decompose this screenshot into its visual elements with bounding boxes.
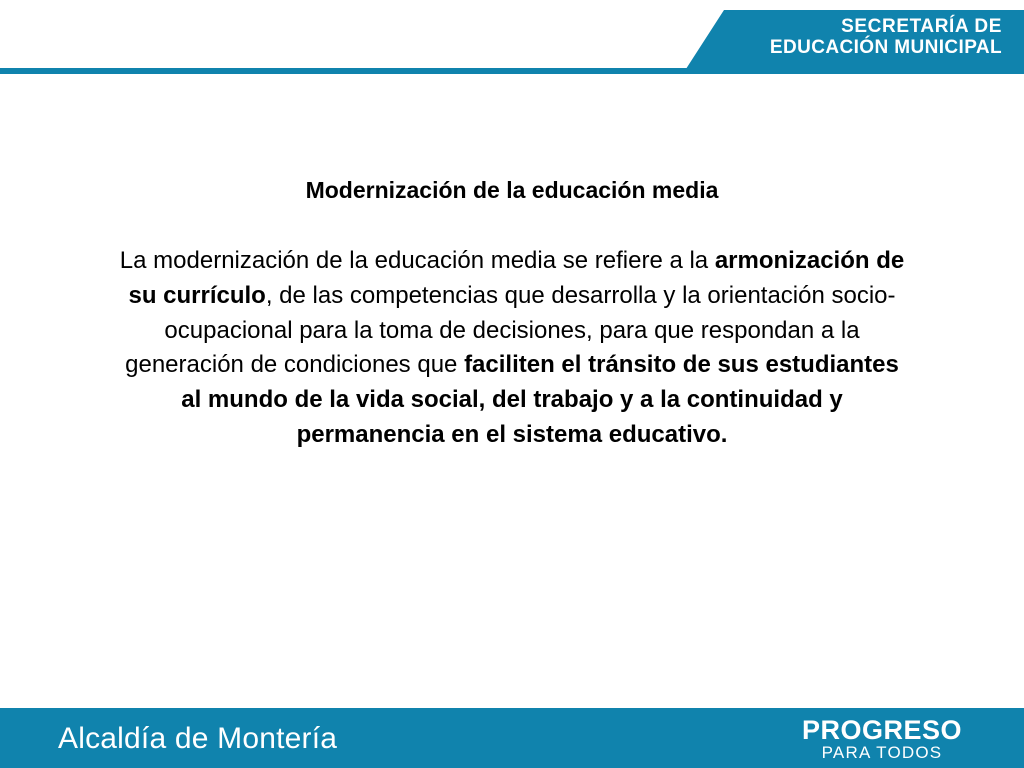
footer-brand-sub-label: PARA TODOS	[821, 743, 943, 763]
page-title: Modernización de la educación media	[305, 177, 719, 203]
footer-municipality-label: Alcaldía de Montería	[58, 722, 338, 755]
footer-brand-main-label: PROGRESO	[801, 715, 962, 745]
body-text-part-1: La modernización de la educación media se refiere a la	[119, 247, 715, 275]
footer-program-logo	[802, 716, 962, 763]
slide-footer	[0, 708, 1024, 768]
body-text-bold-1: armonización de su currículo	[128, 247, 905, 309]
slide-content	[112, 175, 912, 453]
header-organization-title	[732, 16, 1002, 59]
slide-body-paragraph	[112, 244, 912, 453]
body-text-part-2: , de las competencias que desarrolla y la orientación socio-ocupacional para la toma de decisiones, para que respondan a la generación de condiciones que	[125, 281, 896, 379]
header-tab-slant-shape	[684, 10, 724, 72]
slide-header	[0, 0, 1024, 86]
body-text-bold-2: faciliten el tránsito de sus estudiantes al mundo de la vida social, del trabajo y a la continuidad y permanencia en el sistema educativo.	[181, 351, 899, 449]
header-org-line-1: SECRETARÍA DE	[841, 16, 1002, 37]
header-org-line-2: EDUCACIÓN MUNICIPAL	[769, 37, 1002, 59]
